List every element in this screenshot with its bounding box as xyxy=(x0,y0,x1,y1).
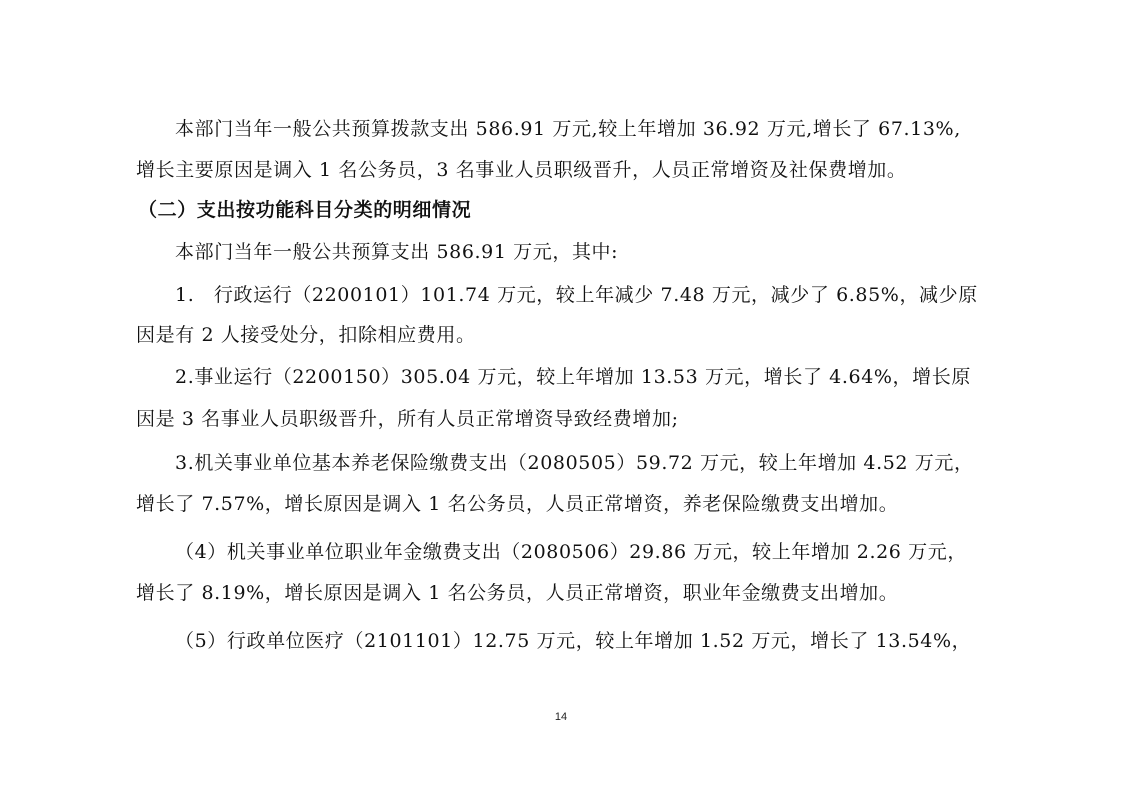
list-item-1-line-2: 因是有 2 人接受处分，扣除相应费用。 xyxy=(136,324,476,346)
list-item-2-line-2: 因是 3 名事业人员职级晋升，所有人员正常增资导致经费增加; xyxy=(136,408,679,430)
list-item-4-line-1: （4）机关事业单位职业年金缴费支出（2080506）29.86 万元，较上年增加 2.26 万元， xyxy=(175,541,967,563)
list-item-4-line-2: 增长了 8.19%，增长原因是调入 1 名公务员，人员正常增资，职业年金缴费支出增加。 xyxy=(136,582,899,604)
section-heading: （二）支出按功能科目分类的明细情况 xyxy=(138,199,472,221)
list-item-1-line-1: 1. 行政运行（2200101）101.74 万元，较上年减少 7.48 万元，减少了 6.85%，减少原 xyxy=(175,284,978,306)
list-item-2-line-1: 2.事业运行（2200150）305.04 万元，较上年增加 13.53 万元，增长了 4.64%，增长原 xyxy=(175,366,971,388)
paragraph-line-4: 本部门当年一般公共预算支出 586.91 万元，其中: xyxy=(175,241,619,263)
paragraph-line-2: 增长主要原因是调入 1 名公务员，3 名事业人员职级晋升，人员正常增资及社保费增加。 xyxy=(136,159,907,181)
page-number: 14 xyxy=(554,711,568,723)
list-item-3-line-1: 3.机关事业单位基本养老保险缴费支出（2080505）59.72 万元，较上年增加 4.52 万元， xyxy=(175,452,974,474)
list-item-5-line-1: （5）行政单位医疗（2101101）12.75 万元，较上年增加 1.52 万元，增长了 13.54%， xyxy=(175,630,972,652)
paragraph-line-1: 本部门当年一般公共预算拨款支出 586.91 万元,较上年增加 36.92 万元,增长了 67.13%, xyxy=(175,118,961,140)
list-item-3-line-2: 增长了 7.57%，增长原因是调入 1 名公务员，人员正常增资，养老保险缴费支出增加。 xyxy=(136,493,899,515)
